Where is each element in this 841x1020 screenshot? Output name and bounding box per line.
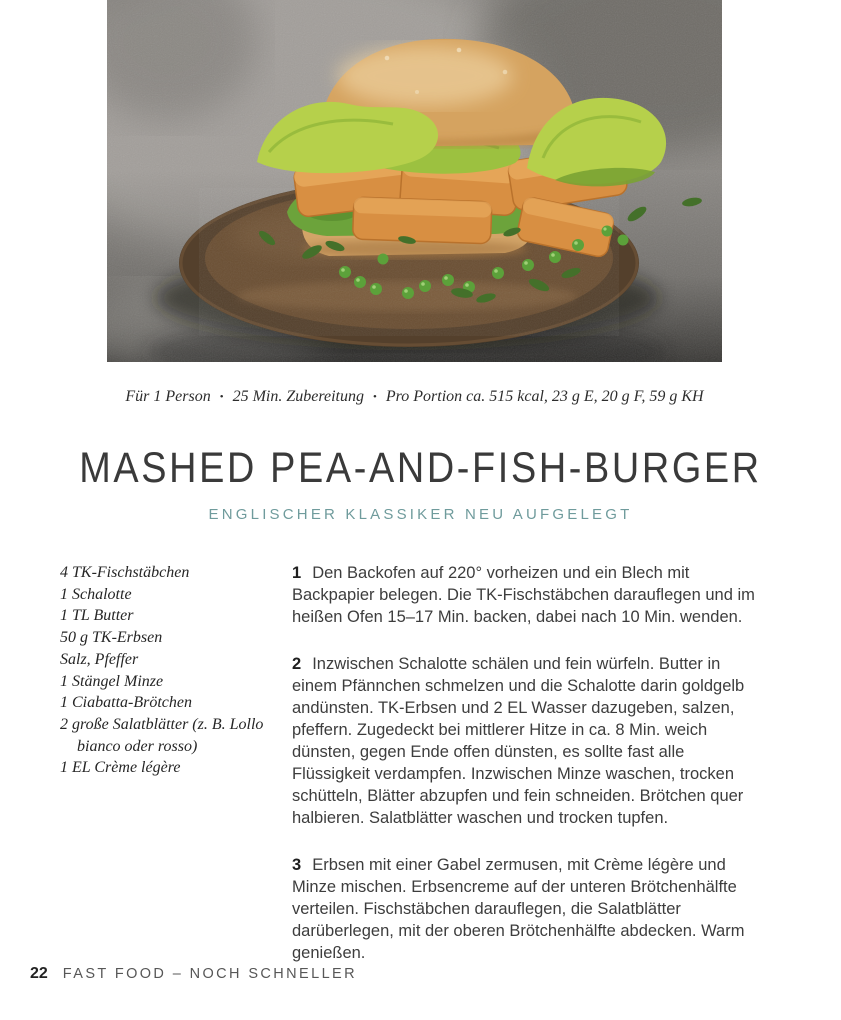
page-number: 22: [30, 965, 48, 982]
prep-time-info: 25 Min. Zubereitung: [232, 388, 364, 405]
step-3: [292, 854, 762, 964]
bullet-separator: •: [372, 391, 377, 403]
page-footer: [30, 965, 357, 983]
recipe-subtitle: ENGLISCHER KLASSIKER NEU AUFGELEGT: [208, 506, 633, 523]
ingredient-item: 1 TL Butter: [60, 607, 134, 625]
ingredient-item: 2 große Salatblätter (z. B. Lollo bianco oder rosso): [60, 715, 264, 755]
step-text: Den Backofen auf 220° vorheizen und ein Blech mit Backpapier belegen. Die TK-Fischstäbchen darauflegen und im heißen Ofen 15–17 Min. backen, dabei nach 10 Min. wenden.: [292, 564, 755, 626]
recipe-title: MASHED PEA-AND-FISH-BURGER: [79, 444, 762, 492]
ingredient-item: 1 Stängel Minze: [60, 672, 164, 690]
burger-photo-illustration: [107, 0, 722, 362]
preparation-steps: [292, 562, 762, 989]
ingredient-item: 4 TK-Fischstäbchen: [60, 564, 190, 581]
step-number: 1: [292, 564, 302, 582]
bullet-separator: •: [219, 391, 224, 403]
ingredient-item: 1 Schalotte: [60, 585, 132, 603]
step-text: Inzwischen Schalotte schälen und fein würfeln. Butter in einem Pfännchen schmelzen und die Schalotte darin goldgelb andünsten. TK-Erbsen und 2 EL Wasser dazugeben, salzen, pfeffern. Zugedeckt bei mittlerer Hitze in ca. 8 Min. weich dünsten, gegen Ende offen dünsten, es sollte fast alle Flüssigkeit verdampfen. Inzwischen Minze waschen, trocken schütteln, Blätter abzupfen und fein schneiden. Brötchen quer halbieren. Salatblätter waschen und trocken tupfen.: [292, 655, 745, 827]
step-number: 2: [292, 655, 302, 673]
ingredient-item: 1 EL Crème légère: [60, 759, 181, 777]
nutrition-info: Pro Portion ca. 515 kcal, 23 g E, 20 g F, 59 g KH: [385, 388, 704, 405]
ingredients-list: [60, 562, 292, 989]
step-number: 3: [292, 856, 302, 874]
servings-info: Für 1 Person: [125, 388, 211, 405]
recipe-meta-line: [107, 388, 722, 406]
step-2: [292, 653, 762, 829]
ingredient-item: 1 Ciabatta-Brötchen: [60, 694, 192, 712]
chapter-title: FAST FOOD – NOCH SCHNELLER: [62, 966, 357, 982]
recipe-content: [60, 562, 762, 989]
ingredient-item: Salz, Pfeffer: [60, 650, 139, 668]
ingredient-item: 50 g TK-Erbsen: [60, 629, 163, 647]
step-text: Erbsen mit einer Gabel zermusen, mit Crème légère und Minze mischen. Erbsencreme auf der unteren Brötchenhälfte verteilen. Fischstäbchen darauflegen, die Salatblätter darüberlegen, mit der oberen Brötchenhälfte abdecken. Warm genießen.: [292, 856, 745, 962]
recipe-photo: [107, 0, 722, 362]
step-1: [292, 562, 762, 628]
